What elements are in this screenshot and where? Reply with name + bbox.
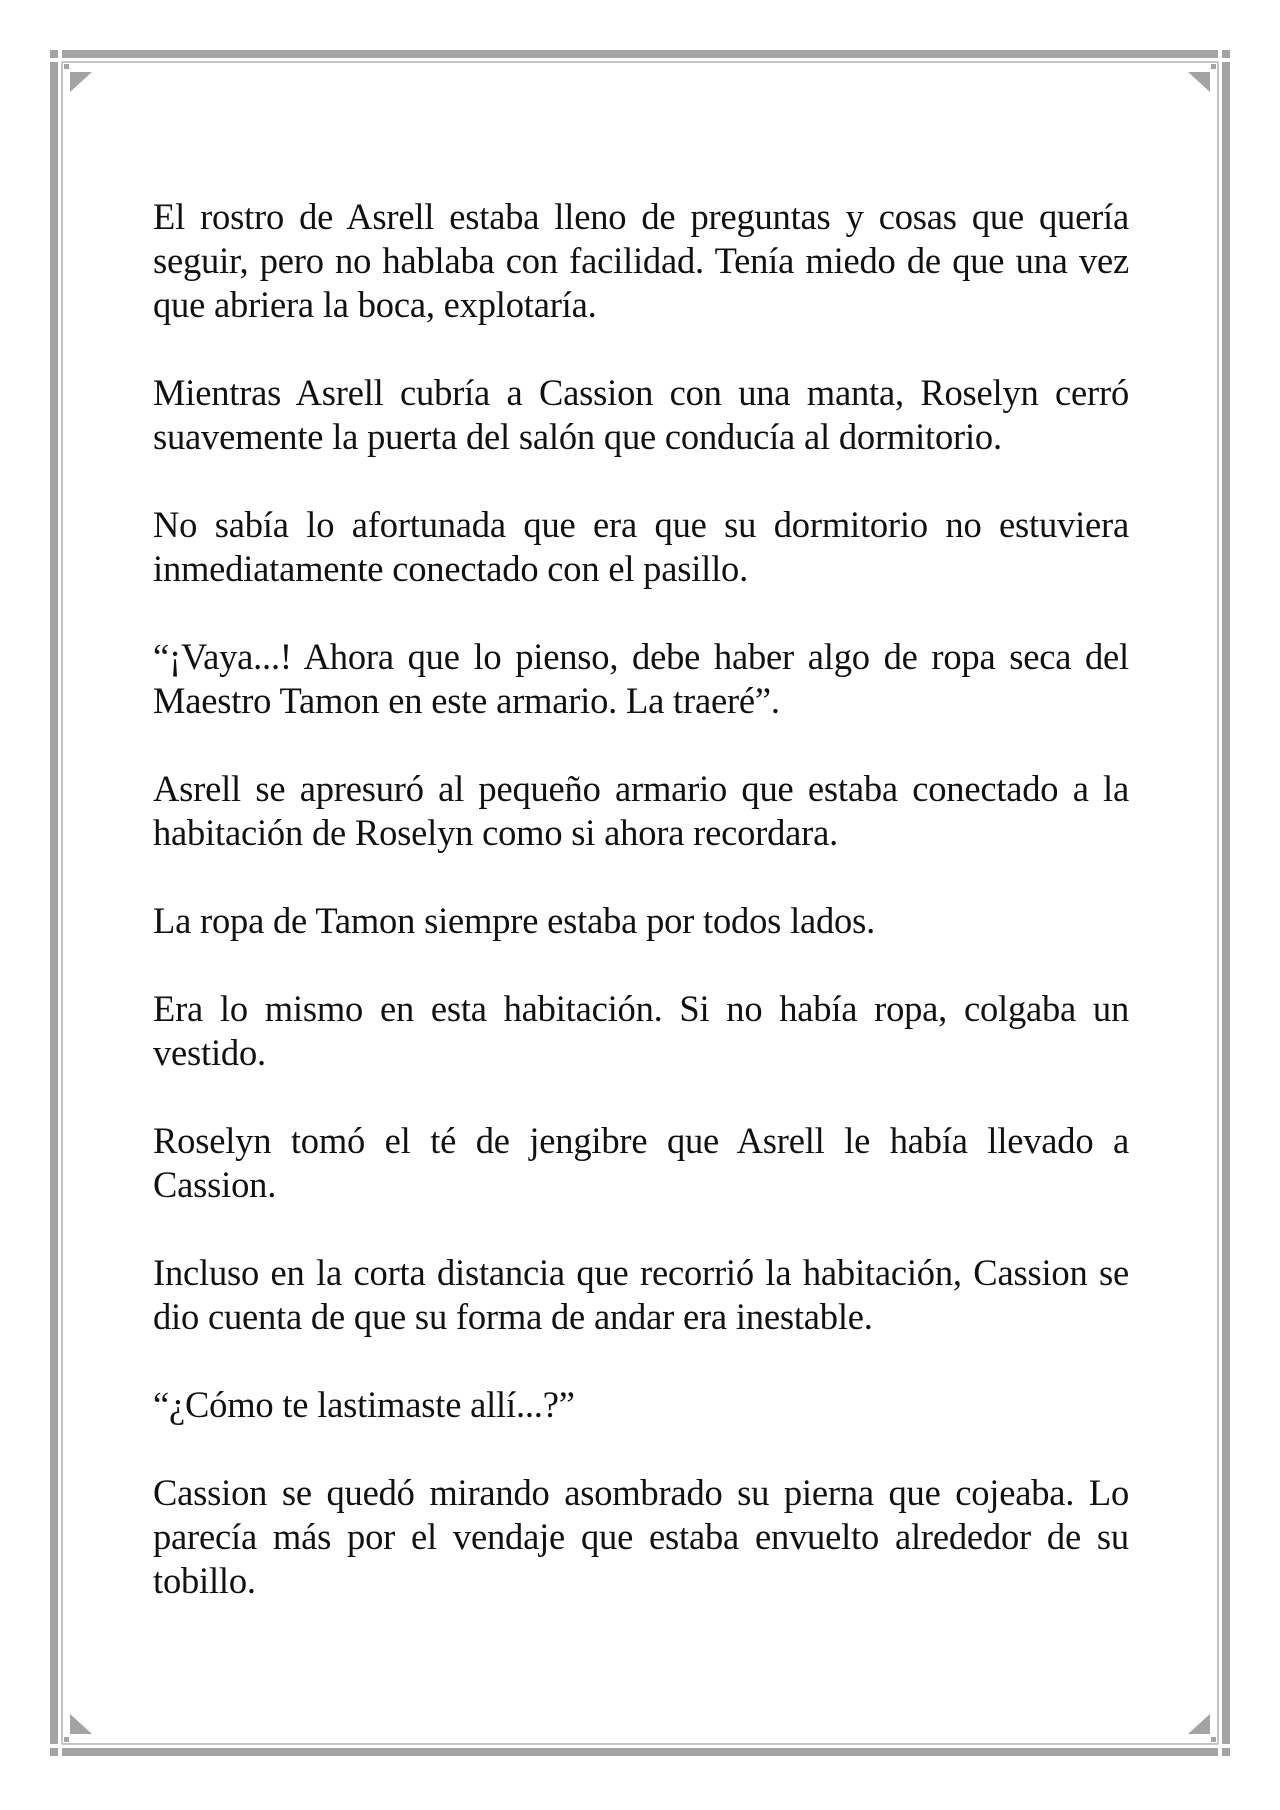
paragraph: No sabía lo afortunada que era que su dormitorio no estuviera inmediatamente conectado con el pasillo. — [153, 504, 1129, 589]
paragraph: Era lo mismo en esta habitación. Si no había ropa, colgaba un vestido. — [153, 988, 1129, 1073]
paragraph: Mientras Asrell cubría a Cassion con una manta, Roselyn cerró suavemente la puerta del salón que conducía al dormitorio. — [153, 372, 1129, 457]
paragraph: “¡Vaya...! Ahora que lo pienso, debe haber algo de ropa seca del Maestro Tamon en este armario. La traeré”. — [153, 636, 1129, 721]
paragraph: La ropa de Tamon siempre estaba por todos lados. — [153, 900, 876, 941]
paragraph: Asrell se apresuró al pequeño armario que estaba conectado a la habitación de Roselyn como si ahora recordara. — [153, 768, 1129, 853]
frame-left-bar — [50, 62, 58, 1744]
frame-top-bar — [62, 50, 1218, 58]
paragraph: “¿Cómo te lastimaste allí...?” — [153, 1384, 575, 1425]
frame-bottom-bar — [62, 1748, 1218, 1756]
paragraph: Cassion se quedó mirando asombrado su pierna que cojeaba. Lo parecía más por el vendaje que estaba envuelto alrededor de su tobillo. — [153, 1472, 1129, 1601]
paragraph: Incluso en la corta distancia que recorrió la habitación, Cassion se dio cuenta de que su forma de andar era inestable. — [153, 1252, 1129, 1337]
paragraph: El rostro de Asrell estaba lleno de preguntas y cosas que quería seguir, pero no hablaba con facilidad. Tenía miedo de que una vez que abriera la boca, explotaría. — [153, 196, 1129, 325]
paragraph: Roselyn tomó el té de jengibre que Asrell le había llevado a Cassion. — [153, 1120, 1129, 1205]
body-text — [153, 195, 1129, 1647]
frame-right-bar — [1222, 62, 1230, 1744]
